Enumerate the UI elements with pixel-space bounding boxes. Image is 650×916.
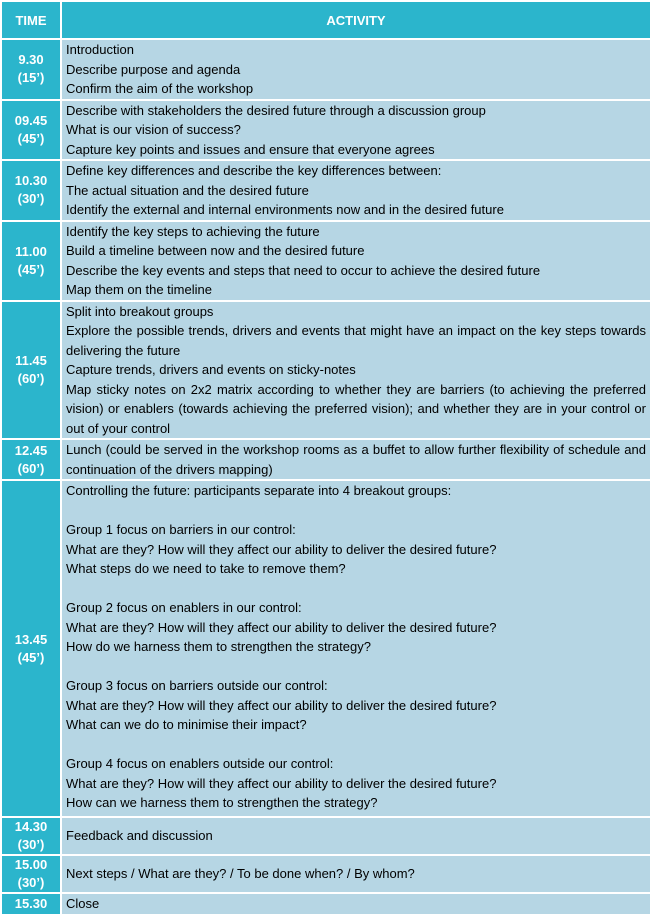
activity-cell — [61, 160, 650, 221]
activity-line: Split into breakout groups — [66, 303, 214, 319]
activity-cell — [61, 480, 650, 817]
activity-cell — [61, 100, 650, 161]
activity-line: Build a timeline between now and the desired future — [66, 243, 365, 258]
activity-cell — [61, 301, 650, 440]
agenda-row — [1, 893, 650, 915]
duration-value: (30’) — [17, 837, 45, 852]
activity-line: The actual situation and the desired future — [66, 182, 309, 198]
agenda-row — [1, 160, 650, 221]
activity-line — [66, 657, 646, 677]
activity-line: Group 1 focus on barriers in our control: — [66, 522, 296, 537]
agenda-row — [1, 221, 650, 301]
activity-line: Define key differences and describe the key differences between: — [66, 163, 442, 178]
time-cell — [1, 221, 61, 301]
time-value: 12.45 — [14, 442, 48, 458]
time-header: TIME — [1, 1, 61, 39]
duration-value: (60’) — [17, 370, 45, 386]
duration-value: (45’) — [17, 649, 45, 665]
activity-line — [66, 501, 646, 521]
agenda-row — [1, 301, 650, 440]
time-cell — [1, 301, 61, 440]
activity-line: What are they? How will they affect our ability to deliver the desired future? — [66, 775, 497, 791]
time-cell — [1, 160, 61, 221]
agenda-row — [1, 100, 650, 161]
activity-line — [66, 579, 646, 599]
agenda-row — [1, 480, 650, 817]
activity-line — [66, 735, 646, 755]
duration-value: (60’) — [17, 460, 45, 476]
agenda-body — [1, 39, 650, 915]
duration-value: (45’) — [17, 130, 45, 146]
activity-line: Map sticky notes on 2x2 matrix according to whether they are barriers (to achieving the preferred vision) or enablers (towards achieving the preferred vision); and whether they are in your control or out of your control — [66, 381, 646, 436]
activity-cell — [61, 893, 650, 915]
activity-line: Close — [66, 896, 100, 911]
time-value: 15.30 — [14, 896, 48, 911]
activity-cell — [61, 855, 650, 893]
activity-line: Map them on the timeline — [66, 282, 212, 297]
time-value: 15.00 — [14, 857, 48, 872]
time-value: 13.45 — [14, 631, 48, 647]
time-cell — [1, 855, 61, 893]
activity-header: ACTIVITY — [61, 1, 650, 39]
time-value: 10.30 — [14, 173, 48, 189]
agenda-row — [1, 855, 650, 893]
duration-value: (30’) — [17, 191, 45, 207]
activity-cell — [61, 439, 650, 480]
activity-line: Group 4 focus on enablers outside our control: — [66, 756, 334, 771]
activity-line: Identify the external and internal environments now and in the desired future — [66, 202, 504, 217]
time-value: 11.45 — [15, 352, 47, 368]
activity-line: What are they? How will they affect our ability to deliver the desired future? — [66, 697, 497, 713]
time-value: 09.45 — [14, 112, 48, 128]
activity-line: Describe with stakeholders the desired future through a discussion group — [66, 102, 486, 118]
activity-cell — [61, 817, 650, 855]
activity-line: Describe purpose and agenda — [66, 61, 241, 77]
activity-cell — [61, 39, 650, 100]
activity-line: What are they? How will they affect our ability to deliver the desired future? — [66, 541, 497, 557]
duration-value: (45’) — [17, 261, 45, 277]
activity-line: What can we do to minimise their impact? — [66, 717, 307, 732]
time-cell — [1, 480, 61, 817]
activity-line: What steps do we need to take to remove them? — [66, 561, 346, 576]
agenda-row — [1, 39, 650, 100]
activity-line: Identify the key steps to achieving the future — [66, 223, 320, 239]
activity-line: Group 3 focus on barriers outside our control: — [66, 678, 328, 693]
activity-cell — [61, 221, 650, 301]
duration-value: (30’) — [17, 875, 45, 890]
header-row — [1, 1, 650, 39]
agenda-row — [1, 439, 650, 480]
activity-line: Lunch (could be served in the workshop rooms as a buffet to allow further flexibility of schedule and continuation of the drivers mapping) — [66, 442, 646, 477]
time-value: 14.30 — [14, 819, 48, 834]
activity-line: Capture key points and issues and ensure that everyone agrees — [66, 141, 435, 157]
agenda-row — [1, 817, 650, 855]
activity-line: Controlling the future: participants separate into 4 breakout groups: — [66, 483, 452, 498]
activity-line: How can we harness them to strengthen the strategy? — [66, 795, 378, 810]
duration-value: (15’) — [17, 70, 45, 86]
activity-line: How do we harness them to strengthen the strategy? — [66, 639, 371, 654]
activity-line: Explore the possible trends, drivers and events that might have an impact on the key steps towards delivering the future — [66, 323, 646, 358]
activity-line: Feedback and discussion — [66, 828, 213, 844]
time-value: 9.30 — [18, 52, 44, 68]
time-cell — [1, 893, 61, 915]
time-cell — [1, 39, 61, 100]
time-cell — [1, 817, 61, 855]
time-cell — [1, 100, 61, 161]
activity-line: Confirm the aim of the workshop — [66, 81, 254, 96]
activity-line: What are they? How will they affect our ability to deliver the desired future? — [66, 619, 497, 635]
activity-line: Introduction — [66, 42, 134, 57]
time-value: 11.00 — [15, 243, 47, 259]
activity-line: Next steps / What are they? / To be done when? / By whom? — [66, 866, 415, 882]
activity-line: Group 2 focus on enablers in our control: — [66, 600, 302, 615]
activity-line: What is our vision of success? — [66, 122, 241, 137]
time-cell — [1, 439, 61, 480]
activity-line: Describe the key events and steps that need to occur to achieve the desired future — [66, 262, 541, 278]
activity-line: Capture trends, drivers and events on sticky-notes — [66, 362, 356, 377]
